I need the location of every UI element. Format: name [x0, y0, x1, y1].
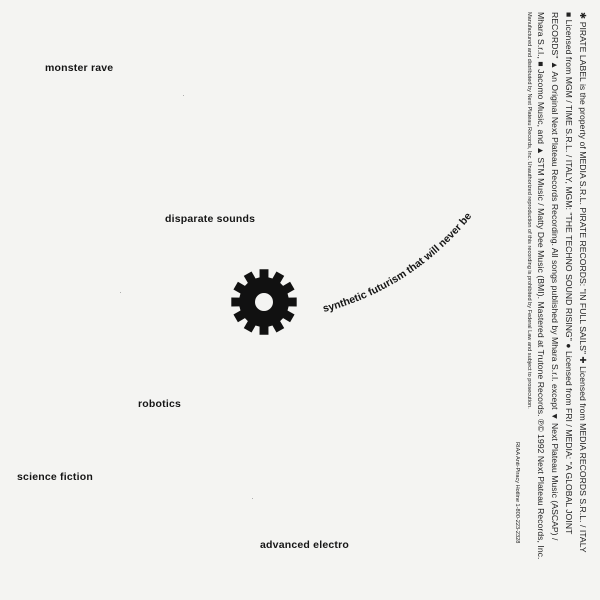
paper-speck [252, 498, 253, 499]
credit-line-5: Manufactured and distributed by Next Plateau Records, Inc. Unauthorized reproduction of this recording is prohibited by Federal Law and subject to prosecution. [526, 12, 532, 409]
curved-tagline-graphic [300, 160, 540, 340]
curved-tagline [300, 160, 540, 340]
paper-speck [183, 95, 184, 96]
credits-block [510, 12, 590, 590]
credit-line-2: ■ Licensed from MGM / TIME S.R.L. / ITALY, MGM: "THE TECHNO SOUND RISING" ● Licensed from FRI / MEDIA: "A GLOBAL JOINT [564, 12, 574, 535]
phrase-robotics: robotics [138, 398, 182, 410]
credit-line-4: Mhara S.r.l., ■ Jacomo Music, and ▲ STM Music / Matty Dee Music (BMI). Mastered at Trutone Records. ℗© 1992 Next Plateau Records, Inc. [536, 12, 546, 560]
phrase-advanced-electro: advanced electro [260, 539, 349, 551]
phrase-synthetic-futurism: synthetic futurism that will never be [321, 210, 475, 315]
credit-line-1: ✱ PIRATE LABEL is the property of MEDIA S.R.L. PIRATE RECORDS: "IN FULL SAILS" ✚ Licensed from MEDIA RECORDS S.R.L. / ITALY [578, 12, 588, 553]
phrase-disparate-sounds: disparate sounds [165, 213, 256, 225]
gear-icon [230, 268, 298, 336]
phrase-science-fiction: science fiction [17, 471, 93, 483]
credit-line-6: RIAA Anti-Piracy Hotline 1-800-223-2328 [514, 442, 520, 544]
gear-icon-graphic [230, 268, 298, 336]
credit-line-3: RECORDS" ▲ An Original Next Plateau Records Recording. All songs published by Mhara S.r.l. except ▼ Next Plateau Music (ASCAP) / [550, 12, 560, 541]
paper-speck [120, 292, 121, 293]
phrase-monster-rave: monster rave [45, 62, 114, 74]
